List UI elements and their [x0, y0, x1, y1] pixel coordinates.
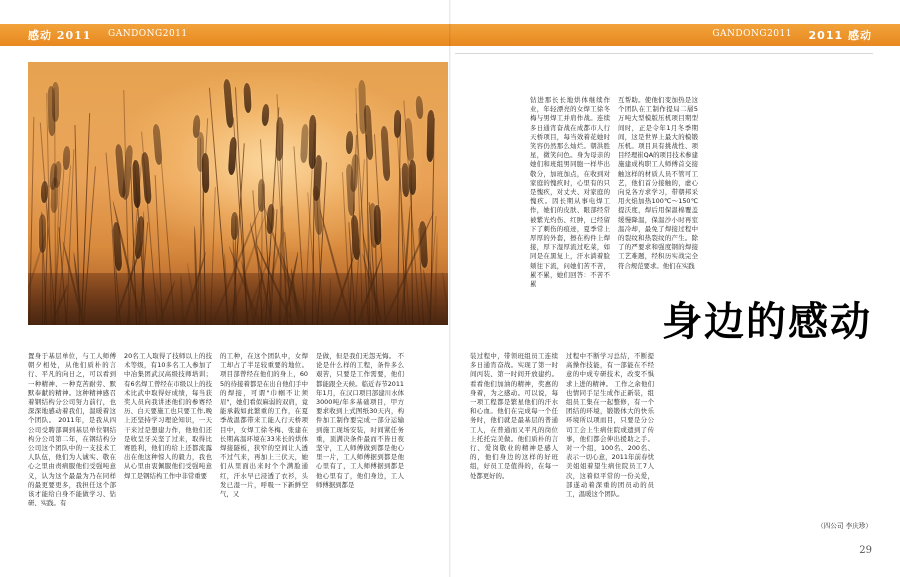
brand-right-year: 2011	[808, 29, 844, 42]
brand-left	[28, 27, 91, 43]
page-title: 身边的感动	[662, 299, 872, 345]
article-column-top-right-1: 钻进那长长地烘体继续作业，年轻漂亮的女焊工徐冬梅与男焊工并肩作战。连续多日通宵奋战在成都市人行天桥项目，每当效着花她时笑容仍然那么灿烂。朝洪胜星，微笑问色。身为母亲的她们和班组男同胞一样毕出敬分，加班加点，在收到对家庭的愧疚时，心里有的只是愧疚，对丈夫、对家庭的愧疚。因长期从事电焊工作，她们的皮肤、眼部经常被紫光灼伤、红肿，已经留下了刺伤的痕迹，夏季常上厚厚的外套，擦在构件上焊接，厚下湿厚流过吃菜，如同是在黑复上，汗水淌着脸颊往下流，问她们苦不苦，累不累，她们回答：不苦不累	[530, 96, 610, 289]
hero-photo	[28, 62, 448, 325]
article-column-bottom-left-3: 的工种，在这个团队中，女焊工却占了半足较重要的地位。项目部曾经在他们的身上，605的待接着都是在出自他们手中的焊接，可谓"巾帼不让须眉"，她们看似麻弱的双肩，竟能承载如此繁重的工作，在夏季战温都带来工能人行天桥项目中，女焊工徐冬梅、张建在长期高温环境在33米长的烘体焊接隧板，狭窄的空间让人透不过气来，再加上三伏天，她们从里面出来时个个满脸通红，汗水早已浸透了衣衫，头发已湿一片，呼吸一下新鲜空气，又	[220, 352, 308, 499]
brand-right	[809, 27, 872, 43]
latin-left-label: GANDONG2011	[108, 29, 188, 39]
page-number: 29	[859, 545, 872, 556]
header-rule-right	[455, 53, 873, 54]
brand-left-cn: 感动	[28, 29, 52, 42]
article-column-bottom-left-1: 置身于基层单位，与工人师傅朝夕相处，从他们质朴的言行、平凡的向日之，可以看到一种精神、一种克苦耐劳、默默奉献的精神。这种精神感召着钢结构分公司努力前行，也深深地感动着我们，温暖着这个团队。 2011年，是我从四公司受聘部调到基层单位钢结构分公司第二年，在钢结构分公司这个团队中的一支技术工人队伍，他们为人诚实、敬在心之里由责病服他们受强吨意义，认为这个最最为乃在同样的最更要更多，我担任这个部该才能给自身不能做学习、钻研、实践。有	[28, 352, 116, 508]
article-column-bottom-right-2: 过程中不断学习总结，不断提高操作技能，有一部能在不经意的中成专研技术，改变不惧求上进的精神。 工作之余他们也情同手足生成作正新装，组组员工集在一起整修，有一个团结的环境，锻锻体大的快乐环境所以项而目，只要是分公司工会上生病住院或遗到了传事，他们都会伸出援助之手。对一个组，100名、200名、表示一切心意，2011年前春忧美姐姐着望生病住院员工7人次，这着似平常的一份关爱，部遂动着深重的团员动的员工，温暖这个团队。	[566, 352, 654, 499]
article-column-top-right-2: 互帮助。使他们变加热是这个团队在工制作提局二層5万吨大型模版压机项目期型间时，正是令年1月冬季期间，这是世界上最大的模锻压机。项目具有挑战性、项目经理崔QA的项目技术参建施建成构职工人师傅首交接触这样的材质人员不管可工艺，他们首分接触的，虚心向兑各方求学习，带朝邦采用火焰加热100℃～150℃提沃度，焊后用保温棉覆盖缓慢降温，保温沙小时再室温冷却，最免了焊接过程中的裂纹和热裂纹的产生。除了的严要求和强度钢的焊接工艺难题，经积历实战完全符合规范要求。他们在实践	[618, 96, 698, 270]
article-column-bottom-left-4: 是做，但是我们无怨无悔。 不论是什么样的工程，条件多么艰苦，只要是工作需要，他们都能跟全天候。临近春节2011年1月，在汉口项目部建川水体3000吨/年多基础项目，甲方要求收到上式图纸30天内，构件加工制作要完成一部分运输到施工现场安装，时间紧任务重，顶满决条件最而不皆日夜坚守，工人师傅做到都是他心里一片，工人师傅据到都是他心里有了，工人师傅据到都是他心里有了，他们身边，工人师傅据到都是	[316, 352, 404, 489]
article-column-bottom-right-1: 装过程中，带领班组员工连续多日通宵奋战。实现了第一时间丙装、第一时间开放建约。看看他们加油的精神，奖惠的身着，为之感动。可以说，每一项工程都是繁星他们的汗水和心血。他们在完成每一个任务时，他们就是最基层的普通工人，在普通而又平凡的岗位上托托完美做。他们质朴的言行、爱岗敬业的精神是感人的，他们身边的这样的好班组，好员工是值得的，在每一处都更好的。	[470, 352, 558, 480]
brand-left-year: 2011	[56, 29, 92, 42]
page-spine	[449, 0, 451, 577]
article-signature: （四公司 李庆珍）	[817, 522, 872, 530]
article-column-bottom-left-2: 20名工人取得了技师以上的技术等级，有10多名工人参加了中冶集团武汉高级技师培训；有6名焊工曾经在市级以上的技术比武中取得好成绩，每当获奖人员向我讲述他们的参赛经历、白天要施工也只要工作,晚上还坚持学习理论知识，一天干来过是想建力作，他他们还是收呈牙关坚了过来，取得比赛胜利，他们的给上还都流露出在他这种惊人的毅力，我也从心里由衷佩服他们受强吨意 焊工是钢结构工作中非常重要	[124, 352, 212, 480]
brand-right-cn: 感动	[848, 29, 872, 42]
latin-right-label: GANDONG2011	[712, 29, 792, 39]
